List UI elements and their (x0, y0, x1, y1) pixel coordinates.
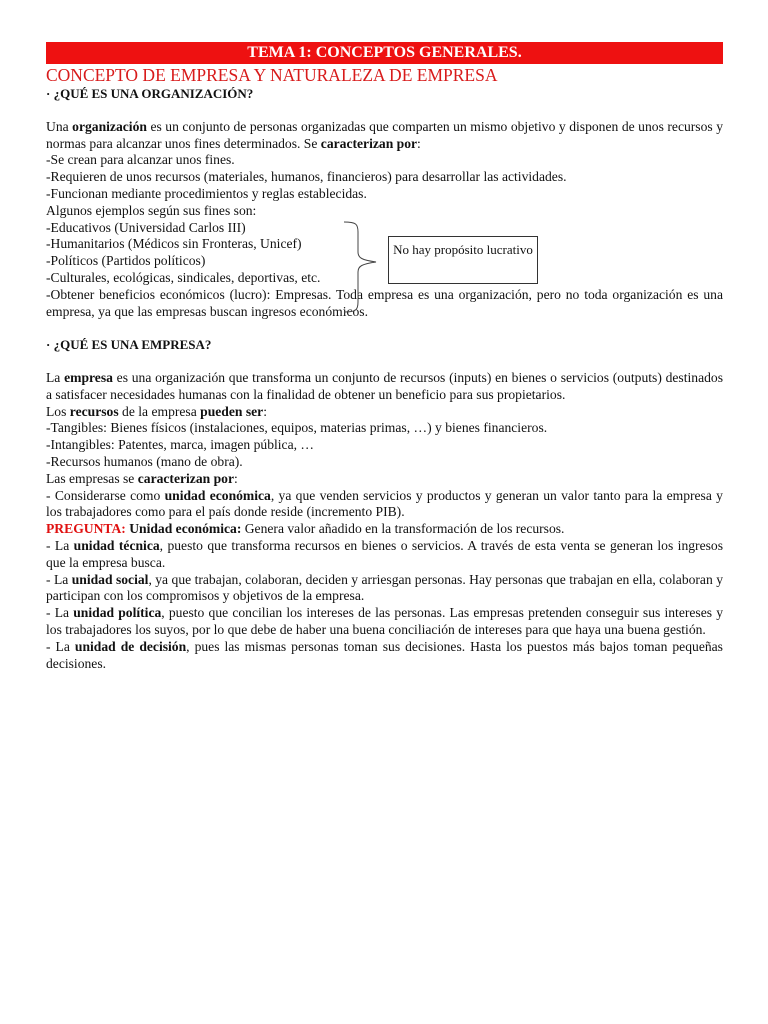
org-definition: Una organización es un conjunto de personas organizadas que comparten un mismo objetivo y disponen de unos recursos y normas para alcanzar unos fines determinados. Se caracterizan por: (46, 118, 723, 151)
recursos-heading: Los recursos de la empresa pueden ser: (46, 403, 268, 419)
document-page (46, 42, 723, 672)
org-item: Algunos ejemplos según sus fines son: (46, 202, 257, 218)
org-example: -Educativos (Universidad Carlos III) (46, 219, 246, 235)
curly-brace-icon (342, 218, 386, 314)
recurso-item: -Intangibles: Patentes, marca, imagen pública, … (46, 437, 315, 453)
org-example: -Políticos (Partidos políticos) (46, 253, 206, 269)
caracteristica-politica: - La unidad política, puesto que concilian los intereses de las personas. Las empresas pretenden conseguir sus intereses y los trabajadores los suyos, por lo que debe de haber una buena conciliación de intereses para que haya una buena gestión. (46, 605, 723, 637)
org-item: -Obtener beneficios económicos (lucro): Empresas. Toda empresa es una organización, pero no toda organización es una empresa, ya que las empresas buscan ingresos económicos. (46, 286, 723, 319)
caracteristica-social: - La unidad social, ya que trabajan, colaboran, deciden y arriesgan personas. Hay personas que trabajan en ella, colaboran y participan con los compromisos y objetivos de la empresa. (46, 571, 723, 604)
caracteristica-decision: - La unidad de decisión, pues las mismas personas toman sus decisiones. Hasta los puestos más bajos toman pequeñas decisiones. (46, 638, 723, 671)
pregunta-note: PREGUNTA: Unidad económica: Genera valor añadido en la transformación de los recursos. (46, 521, 565, 537)
question-organizacion: · ¿QUÉ ES UNA ORGANIZACIÓN? (46, 86, 254, 101)
org-item: -Se crean para alcanzar unos fines. (46, 152, 235, 168)
section-title: CONCEPTO DE EMPRESA Y NATURALEZA DE EMPRESA (46, 65, 498, 85)
caracteristica-economica: - Considerarse como unidad económica, ya que venden servicios y productos y generan un valor tanto para la empresa y los trabajadores como para el país donde reside (incremento PIB). (46, 487, 723, 520)
topic-title-bar: TEMA 1: CONCEPTOS GENERALES. (46, 42, 723, 64)
no-lucro-box: No hay propósito lucrativo (388, 236, 538, 284)
org-example: -Humanitarios (Médicos sin Fronteras, Unicef) (46, 236, 302, 252)
empresa-definition: La empresa es una organización que transforma un conjunto de recursos (inputs) en bienes o servicios (outputs) destinados a satisfacer necesidades humanas con la finalidad de obtener un beneficio para sus propietarios. (46, 369, 723, 402)
org-item: -Funcionan mediante procedimientos y reglas establecidas. (46, 185, 367, 201)
caracteristicas-heading: Las empresas se caracterizan por: (46, 470, 238, 486)
question-empresa: · ¿QUÉ ES UNA EMPRESA? (46, 337, 212, 353)
recurso-item: -Recursos humanos (mano de obra). (46, 453, 243, 469)
recurso-item: -Tangibles: Bienes físicos (instalaciones, equipos, materias primas, …) y bienes financieros. (46, 420, 548, 436)
org-item: -Requieren de unos recursos (materiales, humanos, financieros) para desarrollar las actividades. (46, 169, 567, 185)
caracteristica-tecnica: - La unidad técnica, puesto que transforma recursos en bienes o servicios. A través de esta venta se generan los ingresos que la empresa busca. (46, 537, 723, 570)
org-example: -Culturales, ecológicas, sindicales, deportivas, etc. (46, 269, 321, 285)
